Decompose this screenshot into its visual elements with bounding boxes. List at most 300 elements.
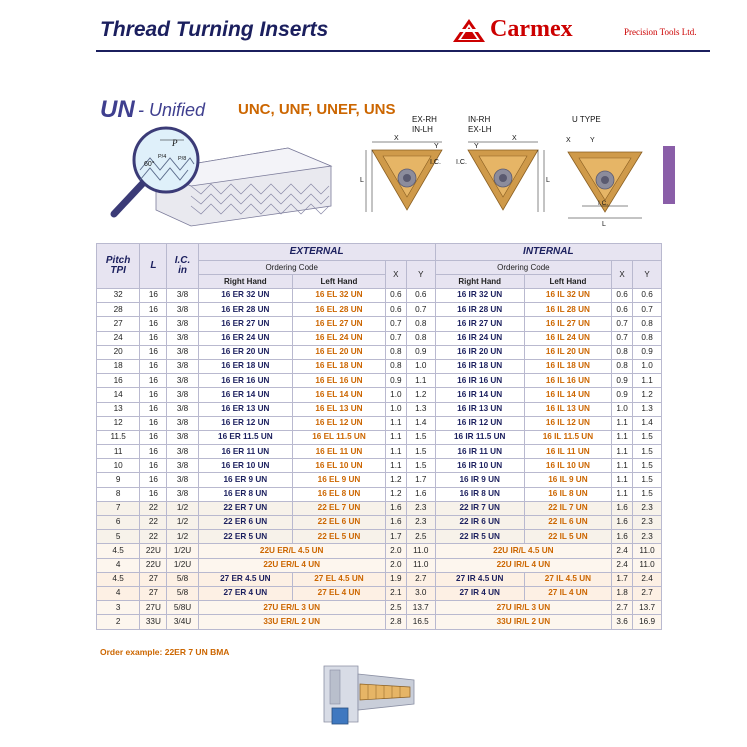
cell-l: 27 bbox=[140, 586, 167, 600]
cell-pitch: 20 bbox=[97, 345, 140, 359]
cell-ic: 3/8 bbox=[167, 473, 198, 487]
cell-l: 16 bbox=[140, 388, 167, 402]
cell-pitch: 18 bbox=[97, 359, 140, 373]
cell-internal-code: 22U IR/L 4.5 UN bbox=[435, 544, 611, 558]
cell-external-y: 0.6 bbox=[406, 289, 435, 303]
cell-internal-left-hand: 16 IL 9 UN bbox=[524, 473, 611, 487]
cell-external-y: 0.8 bbox=[406, 331, 435, 345]
cell-external-left-hand: 16 EL 12 UN bbox=[293, 416, 386, 430]
cell-external-x: 1.6 bbox=[385, 501, 406, 515]
cell-external-x: 1.2 bbox=[385, 473, 406, 487]
cell-external-x: 0.8 bbox=[385, 345, 406, 359]
table-row bbox=[97, 586, 662, 600]
cell-external-x: 0.8 bbox=[385, 359, 406, 373]
section-standards: UNC, UNF, UNEF, UNS bbox=[238, 101, 396, 118]
cell-l: 33U bbox=[140, 615, 167, 629]
cell-external-y: 1.3 bbox=[406, 402, 435, 416]
spec-table-body bbox=[97, 289, 662, 630]
thread-profile-illustration bbox=[96, 118, 346, 228]
cell-internal-code: 33U IR/L 2 UN bbox=[435, 615, 611, 629]
table-row bbox=[97, 374, 662, 388]
cell-external-x: 1.7 bbox=[385, 530, 406, 544]
cell-external-y: 1.5 bbox=[406, 459, 435, 473]
cell-l: 16 bbox=[140, 473, 167, 487]
svg-text:U TYPE: U TYPE bbox=[572, 115, 601, 124]
cell-l: 16 bbox=[140, 374, 167, 388]
cell-external-y: 2.5 bbox=[406, 530, 435, 544]
table-row bbox=[97, 615, 662, 629]
cell-pitch: 4.5 bbox=[97, 572, 140, 586]
col-header-pitch bbox=[97, 244, 140, 289]
cell-external-x: 2.0 bbox=[385, 544, 406, 558]
cell-internal-x: 1.1 bbox=[612, 459, 633, 473]
brand-logo bbox=[452, 18, 710, 48]
cell-ic: 1/2U bbox=[167, 558, 198, 572]
cell-ic: 3/8 bbox=[167, 317, 198, 331]
cell-ic: 1/2 bbox=[167, 530, 198, 544]
cell-external-x: 0.6 bbox=[385, 289, 406, 303]
cell-internal-x: 1.1 bbox=[612, 473, 633, 487]
cell-internal-y: 0.8 bbox=[633, 317, 662, 331]
brand-name: Carmex bbox=[490, 16, 573, 42]
cell-internal-y: 1.5 bbox=[633, 487, 662, 501]
cell-internal-left-hand: 16 IL 16 UN bbox=[524, 374, 611, 388]
svg-text:IN-LH: IN-LH bbox=[412, 125, 433, 134]
cell-ic: 3/8 bbox=[167, 331, 198, 345]
cell-external-code: 22U ER/L 4 UN bbox=[198, 558, 385, 572]
svg-text:Y: Y bbox=[434, 143, 439, 150]
subheader-ordering-code-internal: Ordering Code bbox=[435, 261, 611, 275]
cell-external-right-hand: 16 ER 14 UN bbox=[198, 388, 293, 402]
cell-internal-right-hand: 16 IR 16 UN bbox=[435, 374, 524, 388]
cell-ic: 3/8 bbox=[167, 416, 198, 430]
col-header-y-internal: Y bbox=[633, 261, 662, 289]
table-row bbox=[97, 445, 662, 459]
table-row bbox=[97, 303, 662, 317]
cell-external-right-hand: 16 ER 20 UN bbox=[198, 345, 293, 359]
cell-external-y: 1.1 bbox=[406, 374, 435, 388]
cell-internal-left-hand: 16 IL 18 UN bbox=[524, 359, 611, 373]
cell-pitch: 2 bbox=[97, 615, 140, 629]
cell-external-y: 1.5 bbox=[406, 430, 435, 444]
cell-pitch: 4.5 bbox=[97, 544, 140, 558]
section-name: - Unified bbox=[138, 100, 206, 120]
cell-internal-left-hand: 16 IL 24 UN bbox=[524, 331, 611, 345]
page-title: Thread Turning Inserts bbox=[100, 18, 329, 41]
cell-external-right-hand: 16 ER 28 UN bbox=[198, 303, 293, 317]
cell-l: 16 bbox=[140, 402, 167, 416]
cell-external-y: 0.9 bbox=[406, 345, 435, 359]
cell-l: 16 bbox=[140, 331, 167, 345]
cell-l: 16 bbox=[140, 289, 167, 303]
cell-internal-right-hand: 22 IR 5 UN bbox=[435, 530, 524, 544]
cell-external-x: 1.9 bbox=[385, 572, 406, 586]
cell-external-x: 2.0 bbox=[385, 558, 406, 572]
cell-pitch: 6 bbox=[97, 516, 140, 530]
cell-internal-y: 0.8 bbox=[633, 331, 662, 345]
cell-internal-x: 1.1 bbox=[612, 416, 633, 430]
cell-l: 16 bbox=[140, 459, 167, 473]
insert-orientation-diagrams bbox=[350, 112, 660, 230]
cell-internal-right-hand: 27 IR 4 UN bbox=[435, 586, 524, 600]
cell-pitch: 14 bbox=[97, 388, 140, 402]
cell-pitch: 3 bbox=[97, 601, 140, 615]
cell-internal-x: 1.6 bbox=[612, 516, 633, 530]
cell-external-left-hand: 16 EL 32 UN bbox=[293, 289, 386, 303]
cell-internal-x: 1.1 bbox=[612, 430, 633, 444]
cell-external-left-hand: 27 EL 4.5 UN bbox=[293, 572, 386, 586]
cell-internal-y: 1.5 bbox=[633, 473, 662, 487]
cell-external-x: 0.6 bbox=[385, 303, 406, 317]
cell-internal-left-hand: 16 IL 28 UN bbox=[524, 303, 611, 317]
cell-internal-x: 0.6 bbox=[612, 303, 633, 317]
cell-pitch: 8 bbox=[97, 487, 140, 501]
svg-text:Y: Y bbox=[590, 137, 595, 144]
cell-ic: 3/4U bbox=[167, 615, 198, 629]
table-row bbox=[97, 416, 662, 430]
cell-internal-y: 1.1 bbox=[633, 374, 662, 388]
col-header-left-hand-external: Left Hand bbox=[293, 275, 386, 289]
cell-internal-y: 11.0 bbox=[633, 558, 662, 572]
cell-internal-x: 1.8 bbox=[612, 586, 633, 600]
cell-external-y: 2.7 bbox=[406, 572, 435, 586]
page-side-tab bbox=[663, 146, 675, 204]
cell-external-x: 1.1 bbox=[385, 416, 406, 430]
cell-internal-right-hand: 16 IR 20 UN bbox=[435, 345, 524, 359]
cell-pitch: 13 bbox=[97, 402, 140, 416]
cell-internal-y: 1.5 bbox=[633, 445, 662, 459]
cell-internal-y: 2.7 bbox=[633, 586, 662, 600]
cell-internal-y: 0.7 bbox=[633, 303, 662, 317]
cell-external-left-hand: 16 EL 24 UN bbox=[293, 331, 386, 345]
cell-internal-code: 27U IR/L 3 UN bbox=[435, 601, 611, 615]
svg-text:X: X bbox=[566, 137, 571, 144]
cell-internal-right-hand: 16 IR 28 UN bbox=[435, 303, 524, 317]
cell-external-right-hand: 16 ER 16 UN bbox=[198, 374, 293, 388]
table-group-header-row bbox=[97, 244, 662, 261]
cell-l: 16 bbox=[140, 445, 167, 459]
table-row bbox=[97, 459, 662, 473]
svg-text:EX-LH: EX-LH bbox=[468, 125, 492, 134]
cell-external-left-hand: 16 EL 11 UN bbox=[293, 445, 386, 459]
table-row bbox=[97, 402, 662, 416]
cell-external-y: 16.5 bbox=[406, 615, 435, 629]
cell-ic: 3/8 bbox=[167, 359, 198, 373]
cell-external-right-hand: 22 ER 7 UN bbox=[198, 501, 293, 515]
cell-l: 22 bbox=[140, 516, 167, 530]
table-row bbox=[97, 430, 662, 444]
cell-internal-y: 1.5 bbox=[633, 459, 662, 473]
cell-external-right-hand: 16 ER 27 UN bbox=[198, 317, 293, 331]
cell-external-x: 0.7 bbox=[385, 317, 406, 331]
cell-pitch: 27 bbox=[97, 317, 140, 331]
cell-external-code: 22U ER/L 4.5 UN bbox=[198, 544, 385, 558]
cell-pitch: 24 bbox=[97, 331, 140, 345]
cell-internal-right-hand: 27 IR 4.5 UN bbox=[435, 572, 524, 586]
order-example-note: Order example: 22ER 7 UN BMA bbox=[100, 647, 230, 657]
cell-external-right-hand: 16 ER 32 UN bbox=[198, 289, 293, 303]
cell-external-y: 1.5 bbox=[406, 445, 435, 459]
cell-external-right-hand: 16 ER 11.5 UN bbox=[198, 430, 293, 444]
cell-l: 16 bbox=[140, 416, 167, 430]
cell-external-x: 0.7 bbox=[385, 331, 406, 345]
cell-l: 16 bbox=[140, 430, 167, 444]
cell-internal-x: 0.7 bbox=[612, 331, 633, 345]
cell-internal-x: 0.6 bbox=[612, 289, 633, 303]
cell-internal-left-hand: 16 IL 13 UN bbox=[524, 402, 611, 416]
table-row bbox=[97, 331, 662, 345]
col-header-pitch-line2: TPI bbox=[110, 265, 126, 276]
cell-internal-y: 2.4 bbox=[633, 572, 662, 586]
svg-text:P/4: P/4 bbox=[158, 154, 167, 160]
cell-internal-y: 2.3 bbox=[633, 530, 662, 544]
cell-external-x: 0.9 bbox=[385, 374, 406, 388]
cell-l: 22 bbox=[140, 501, 167, 515]
cell-external-y: 0.8 bbox=[406, 317, 435, 331]
cell-pitch: 5 bbox=[97, 530, 140, 544]
cell-internal-right-hand: 16 IR 14 UN bbox=[435, 388, 524, 402]
cell-external-left-hand: 16 EL 9 UN bbox=[293, 473, 386, 487]
cell-external-y: 1.6 bbox=[406, 487, 435, 501]
table-row bbox=[97, 501, 662, 515]
cell-internal-y: 2.3 bbox=[633, 501, 662, 515]
cell-internal-right-hand: 22 IR 6 UN bbox=[435, 516, 524, 530]
cell-internal-x: 1.6 bbox=[612, 501, 633, 515]
cell-ic: 3/8 bbox=[167, 487, 198, 501]
cell-internal-y: 0.6 bbox=[633, 289, 662, 303]
cell-external-x: 1.1 bbox=[385, 445, 406, 459]
cell-internal-left-hand: 16 IL 27 UN bbox=[524, 317, 611, 331]
cell-external-right-hand: 16 ER 24 UN bbox=[198, 331, 293, 345]
cell-ic: 3/8 bbox=[167, 289, 198, 303]
cell-external-left-hand: 16 EL 20 UN bbox=[293, 345, 386, 359]
cell-internal-left-hand: 22 IL 6 UN bbox=[524, 516, 611, 530]
cell-internal-right-hand: 16 IR 12 UN bbox=[435, 416, 524, 430]
cell-ic: 5/8 bbox=[167, 586, 198, 600]
cell-internal-right-hand: 16 IR 10 UN bbox=[435, 459, 524, 473]
cell-external-y: 3.0 bbox=[406, 586, 435, 600]
cell-internal-left-hand: 16 IL 14 UN bbox=[524, 388, 611, 402]
svg-text:P/8: P/8 bbox=[178, 156, 187, 162]
col-header-ic-line2: in bbox=[178, 265, 187, 276]
col-header-right-hand-external: Right Hand bbox=[198, 275, 293, 289]
cell-internal-left-hand: 22 IL 7 UN bbox=[524, 501, 611, 515]
cell-ic: 3/8 bbox=[167, 374, 198, 388]
cell-internal-x: 2.7 bbox=[612, 601, 633, 615]
cell-external-left-hand: 16 EL 14 UN bbox=[293, 388, 386, 402]
cell-external-left-hand: 16 EL 28 UN bbox=[293, 303, 386, 317]
svg-text:P: P bbox=[172, 138, 178, 148]
cell-internal-left-hand: 27 IL 4.5 UN bbox=[524, 572, 611, 586]
carmex-logo-icon bbox=[452, 18, 486, 42]
col-header-right-hand-internal: Right Hand bbox=[435, 275, 524, 289]
cell-pitch: 12 bbox=[97, 416, 140, 430]
cell-pitch: 9 bbox=[97, 473, 140, 487]
cell-internal-y: 11.0 bbox=[633, 544, 662, 558]
cell-ic: 3/8 bbox=[167, 303, 198, 317]
cell-internal-left-hand: 16 IL 12 UN bbox=[524, 416, 611, 430]
cell-external-left-hand: 16 EL 8 UN bbox=[293, 487, 386, 501]
cell-internal-right-hand: 16 IR 8 UN bbox=[435, 487, 524, 501]
cell-internal-left-hand: 22 IL 5 UN bbox=[524, 530, 611, 544]
table-row bbox=[97, 473, 662, 487]
svg-text:60°: 60° bbox=[144, 161, 155, 168]
cell-l: 16 bbox=[140, 345, 167, 359]
svg-text:L: L bbox=[546, 177, 550, 184]
table-row bbox=[97, 289, 662, 303]
cell-external-left-hand: 16 EL 10 UN bbox=[293, 459, 386, 473]
col-header-y-external: Y bbox=[406, 261, 435, 289]
cell-ic: 5/8 bbox=[167, 572, 198, 586]
cell-internal-x: 0.8 bbox=[612, 359, 633, 373]
table-row bbox=[97, 487, 662, 501]
section-code: UN bbox=[100, 96, 135, 123]
cell-ic: 1/2 bbox=[167, 516, 198, 530]
cell-internal-x: 1.1 bbox=[612, 445, 633, 459]
cell-external-right-hand: 16 ER 18 UN bbox=[198, 359, 293, 373]
cell-internal-left-hand: 16 IL 20 UN bbox=[524, 345, 611, 359]
cell-internal-x: 0.8 bbox=[612, 345, 633, 359]
cell-external-right-hand: 16 ER 11 UN bbox=[198, 445, 293, 459]
cell-pitch: 10 bbox=[97, 459, 140, 473]
cell-ic: 5/8U bbox=[167, 601, 198, 615]
cell-internal-left-hand: 16 IL 11.5 UN bbox=[524, 430, 611, 444]
table-row bbox=[97, 388, 662, 402]
cell-external-y: 1.7 bbox=[406, 473, 435, 487]
brand-subtitle: Precision Tools Ltd. bbox=[624, 27, 697, 37]
cell-internal-x: 1.6 bbox=[612, 530, 633, 544]
svg-text:X: X bbox=[394, 135, 399, 142]
cell-internal-right-hand: 16 IR 11.5 UN bbox=[435, 430, 524, 444]
table-row bbox=[97, 558, 662, 572]
cell-external-right-hand: 16 ER 8 UN bbox=[198, 487, 293, 501]
cell-external-right-hand: 27 ER 4 UN bbox=[198, 586, 293, 600]
svg-text:IN-RH: IN-RH bbox=[468, 115, 491, 124]
cell-external-left-hand: 16 EL 11.5 UN bbox=[293, 430, 386, 444]
cell-external-x: 1.1 bbox=[385, 430, 406, 444]
cell-internal-x: 2.4 bbox=[612, 544, 633, 558]
cell-pitch: 28 bbox=[97, 303, 140, 317]
cell-external-y: 11.0 bbox=[406, 558, 435, 572]
cell-external-x: 1.0 bbox=[385, 388, 406, 402]
cell-pitch: 11 bbox=[97, 445, 140, 459]
col-header-ic bbox=[167, 244, 198, 289]
cell-internal-right-hand: 16 IR 18 UN bbox=[435, 359, 524, 373]
svg-text:L: L bbox=[602, 221, 606, 228]
cell-internal-y: 1.3 bbox=[633, 402, 662, 416]
cell-external-y: 11.0 bbox=[406, 544, 435, 558]
cell-external-left-hand: 22 EL 7 UN bbox=[293, 501, 386, 515]
cell-external-y: 1.2 bbox=[406, 388, 435, 402]
table-row bbox=[97, 345, 662, 359]
cell-internal-right-hand: 16 IR 13 UN bbox=[435, 402, 524, 416]
cell-external-right-hand: 16 ER 10 UN bbox=[198, 459, 293, 473]
cell-external-y: 13.7 bbox=[406, 601, 435, 615]
cell-internal-x: 0.9 bbox=[612, 388, 633, 402]
cell-external-y: 1.4 bbox=[406, 416, 435, 430]
cell-external-y: 2.3 bbox=[406, 516, 435, 530]
cell-l: 22U bbox=[140, 558, 167, 572]
cell-external-left-hand: 22 EL 6 UN bbox=[293, 516, 386, 530]
cell-external-right-hand: 16 ER 9 UN bbox=[198, 473, 293, 487]
cell-internal-left-hand: 16 IL 8 UN bbox=[524, 487, 611, 501]
cell-internal-left-hand: 16 IL 32 UN bbox=[524, 289, 611, 303]
cell-internal-left-hand: 16 IL 11 UN bbox=[524, 445, 611, 459]
cell-internal-y: 16.9 bbox=[633, 615, 662, 629]
cell-ic: 3/8 bbox=[167, 388, 198, 402]
col-header-x-external: X bbox=[385, 261, 406, 289]
cell-l: 16 bbox=[140, 487, 167, 501]
cell-external-left-hand: 27 EL 4 UN bbox=[293, 586, 386, 600]
col-header-x-internal: X bbox=[612, 261, 633, 289]
cell-pitch: 16 bbox=[97, 374, 140, 388]
cell-external-right-hand: 16 ER 13 UN bbox=[198, 402, 293, 416]
table-row bbox=[97, 516, 662, 530]
cell-external-x: 2.1 bbox=[385, 586, 406, 600]
table-row bbox=[97, 601, 662, 615]
cell-external-right-hand: 16 ER 12 UN bbox=[198, 416, 293, 430]
cell-external-x: 1.0 bbox=[385, 402, 406, 416]
cell-pitch: 11.5 bbox=[97, 430, 140, 444]
table-row bbox=[97, 544, 662, 558]
cell-internal-y: 1.0 bbox=[633, 359, 662, 373]
cell-internal-right-hand: 22 IR 7 UN bbox=[435, 501, 524, 515]
cell-ic: 1/2 bbox=[167, 501, 198, 515]
cell-external-x: 1.1 bbox=[385, 459, 406, 473]
cell-external-x: 2.5 bbox=[385, 601, 406, 615]
cell-pitch: 7 bbox=[97, 501, 140, 515]
cell-l: 16 bbox=[140, 317, 167, 331]
cell-external-left-hand: 16 EL 18 UN bbox=[293, 359, 386, 373]
cell-internal-y: 13.7 bbox=[633, 601, 662, 615]
table-row bbox=[97, 359, 662, 373]
cell-internal-x: 0.9 bbox=[612, 374, 633, 388]
cell-internal-x: 3.6 bbox=[612, 615, 633, 629]
svg-text:I.C.: I.C. bbox=[430, 159, 441, 166]
cell-internal-x: 2.4 bbox=[612, 558, 633, 572]
cell-ic: 3/8 bbox=[167, 445, 198, 459]
cell-external-code: 33U ER/L 2 UN bbox=[198, 615, 385, 629]
cell-ic: 3/8 bbox=[167, 345, 198, 359]
cell-external-y: 1.0 bbox=[406, 359, 435, 373]
cell-internal-code: 22U IR/L 4 UN bbox=[435, 558, 611, 572]
col-header-l: L bbox=[140, 244, 167, 289]
cell-external-y: 2.3 bbox=[406, 501, 435, 515]
cell-external-x: 1.6 bbox=[385, 516, 406, 530]
cell-l: 27U bbox=[140, 601, 167, 615]
table-row bbox=[97, 572, 662, 586]
cell-ic: 3/8 bbox=[167, 459, 198, 473]
cell-external-right-hand: 27 ER 4.5 UN bbox=[198, 572, 293, 586]
cell-external-left-hand: 22 EL 5 UN bbox=[293, 530, 386, 544]
cell-internal-y: 1.2 bbox=[633, 388, 662, 402]
cell-external-x: 2.8 bbox=[385, 615, 406, 629]
group-header-external: EXTERNAL bbox=[198, 244, 435, 261]
cell-external-left-hand: 16 EL 16 UN bbox=[293, 374, 386, 388]
cell-internal-y: 1.4 bbox=[633, 416, 662, 430]
cell-l: 22U bbox=[140, 544, 167, 558]
cell-pitch: 4 bbox=[97, 558, 140, 572]
header-divider bbox=[96, 50, 710, 52]
svg-text:Y: Y bbox=[474, 143, 479, 150]
cell-internal-x: 1.7 bbox=[612, 572, 633, 586]
group-header-internal: INTERNAL bbox=[435, 244, 661, 261]
cell-external-left-hand: 16 EL 13 UN bbox=[293, 402, 386, 416]
subheader-ordering-code-external: Ordering Code bbox=[198, 261, 385, 275]
spec-table bbox=[96, 243, 662, 630]
cell-ic: 1/2U bbox=[167, 544, 198, 558]
cell-external-x: 1.2 bbox=[385, 487, 406, 501]
